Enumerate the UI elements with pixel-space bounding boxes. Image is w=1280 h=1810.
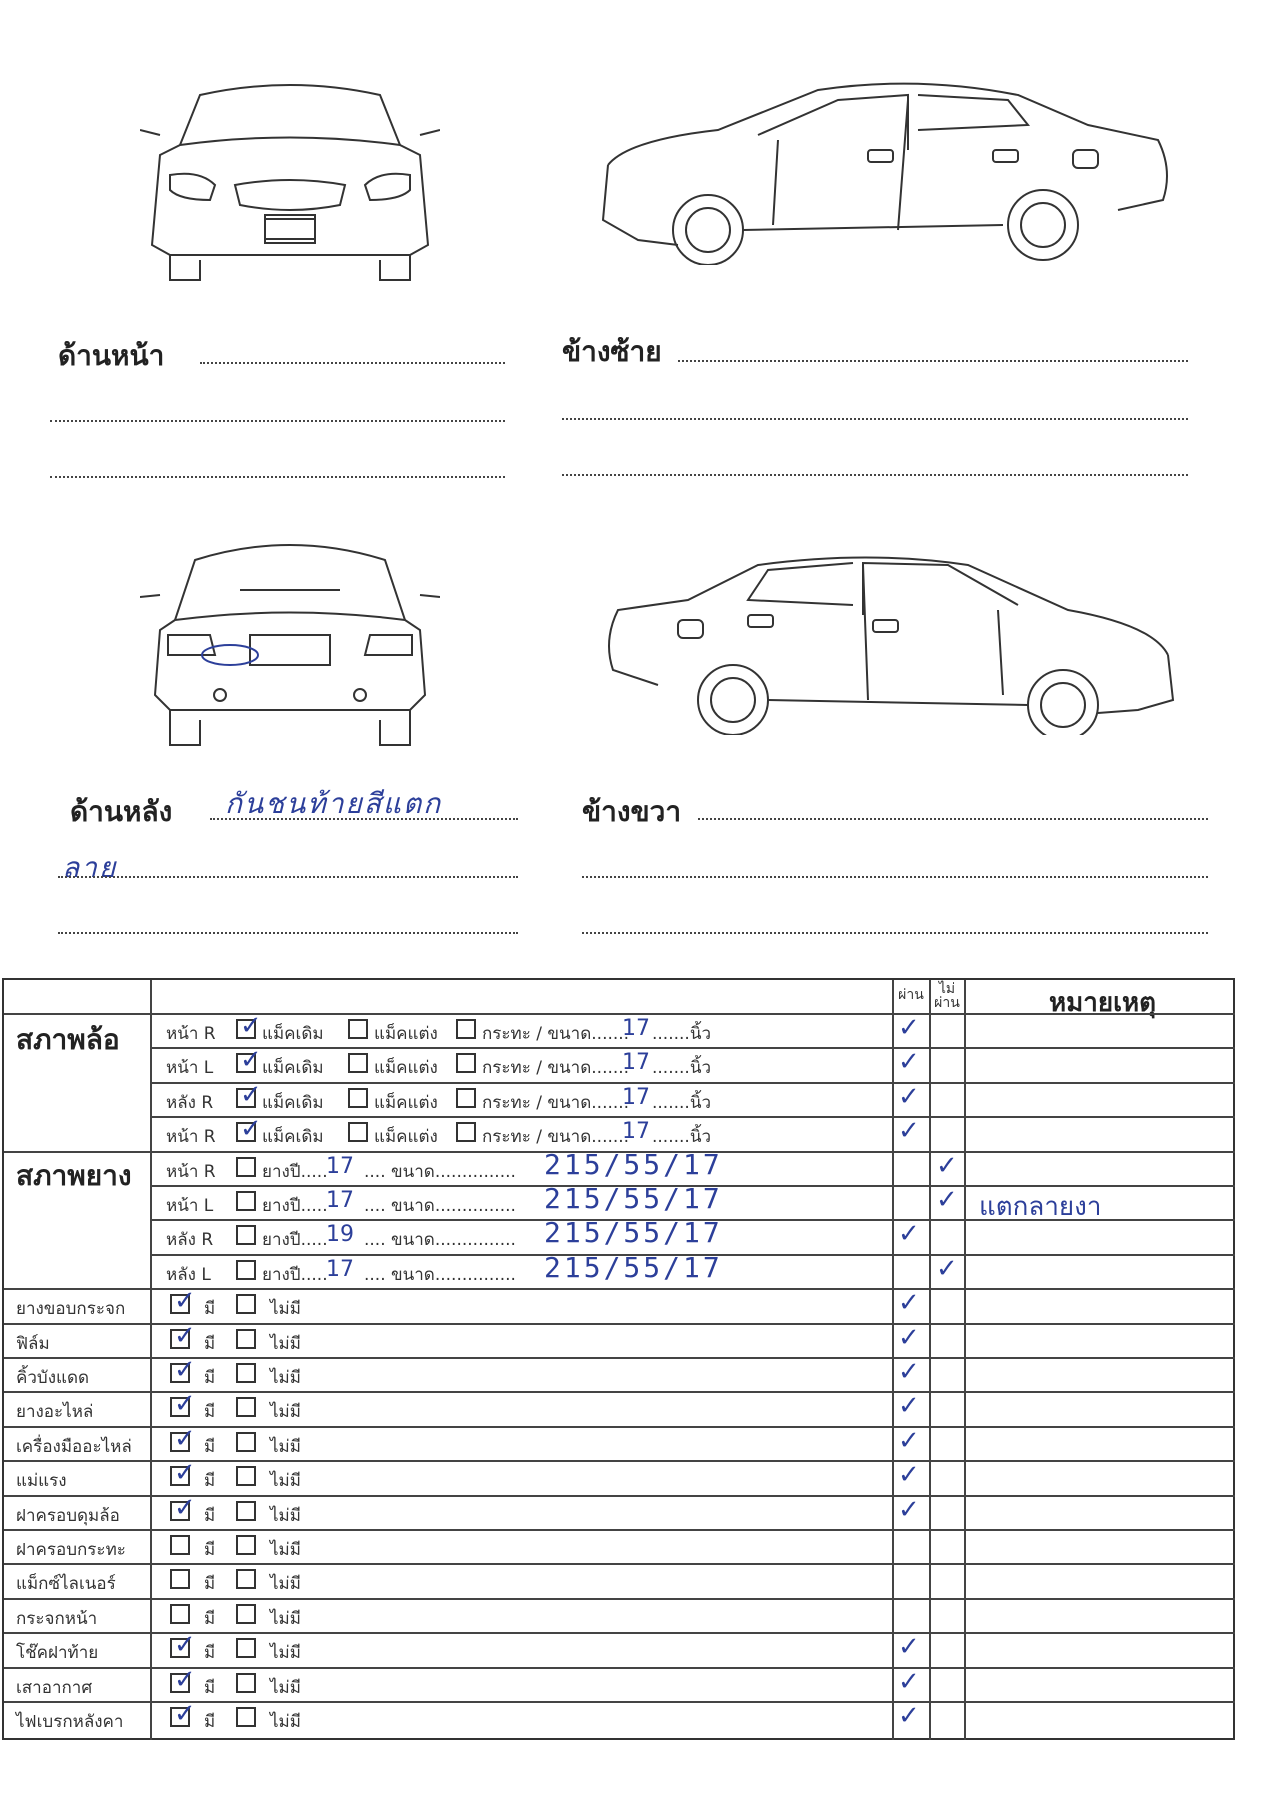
wheel-size-value: 17 bbox=[622, 1016, 650, 1041]
wheel-custom-checkbox[interactable] bbox=[348, 1088, 368, 1108]
equipment-no-checkbox[interactable] bbox=[236, 1707, 256, 1727]
equipment-yes-label: มี bbox=[204, 1574, 216, 1595]
equipment-yes-label: มี bbox=[204, 1712, 216, 1732]
tire-pass-check: ✓ bbox=[898, 1219, 920, 1250]
equipment-yes-label: มี bbox=[204, 1402, 216, 1423]
equipment-pass-check: ✓ bbox=[898, 1460, 920, 1491]
car-left-diagram bbox=[598, 80, 1178, 265]
equipment-no-label: ไม่มี bbox=[270, 1402, 301, 1423]
wheel-size-unit: .......นิ้ว bbox=[652, 1127, 711, 1148]
equipment-yes-check: ✓ bbox=[174, 1630, 196, 1661]
equipment-yes-label: มี bbox=[204, 1333, 216, 1354]
tire-size-label: .... ขนาด............... bbox=[364, 1264, 516, 1285]
equipment-yes-label: มี bbox=[204, 1299, 216, 1320]
equipment-no-label: ไม่มี bbox=[270, 1368, 301, 1388]
tire-fail-check: ✓ bbox=[936, 1185, 958, 1215]
equipment-no-label: ไม่มี bbox=[270, 1712, 301, 1732]
tire-size-value: 215/55/17 bbox=[544, 1182, 723, 1215]
table-row-divider bbox=[150, 1047, 1235, 1049]
wheel-custom-checkbox[interactable] bbox=[348, 1053, 368, 1073]
tire-position: หลัง L bbox=[166, 1264, 211, 1285]
equipment-no-checkbox[interactable] bbox=[236, 1397, 256, 1417]
wheel-hubcap-checkbox[interactable] bbox=[456, 1053, 476, 1073]
equipment-no-label: ไม่มี bbox=[270, 1643, 301, 1664]
wheel-custom-checkbox[interactable] bbox=[348, 1019, 368, 1039]
equipment-no-checkbox[interactable] bbox=[236, 1604, 256, 1624]
equipment-name: ฝาครอบกระทะ bbox=[16, 1540, 126, 1560]
equipment-no-checkbox[interactable] bbox=[236, 1535, 256, 1555]
inspection-table bbox=[2, 978, 1235, 1740]
equipment-yes-label: มี bbox=[204, 1436, 216, 1457]
equipment-no-checkbox[interactable] bbox=[236, 1569, 256, 1589]
tire-year-label: ยางปี..... bbox=[262, 1264, 328, 1285]
table-row-divider bbox=[4, 1529, 1235, 1531]
remark-header: หมายเหตุ bbox=[1049, 988, 1157, 1018]
wheel-hubcap-checkbox[interactable] bbox=[456, 1019, 476, 1039]
equipment-yes-check: ✓ bbox=[174, 1664, 196, 1695]
equipment-no-checkbox[interactable] bbox=[236, 1363, 256, 1383]
equipment-no-label: ไม่มี bbox=[270, 1574, 301, 1595]
wheel-pass-check: ✓ bbox=[898, 1081, 920, 1112]
wheel-pass-check: ✓ bbox=[898, 1013, 920, 1043]
equipment-yes-check: ✓ bbox=[174, 1458, 196, 1489]
equipment-yes-label: มี bbox=[204, 1505, 216, 1526]
equipment-no-checkbox[interactable] bbox=[236, 1638, 256, 1658]
equipment-name: กระจกหน้า bbox=[16, 1608, 98, 1629]
tire-year-value: 17 bbox=[326, 1256, 354, 1282]
wheel-original-label: แม็คเดิม bbox=[262, 1092, 324, 1113]
wheel-size-unit: .......นิ้ว bbox=[652, 1058, 711, 1079]
wheel-original-check: ✓ bbox=[240, 1011, 262, 1041]
equipment-name: ฟิล์ม bbox=[16, 1333, 50, 1354]
tire-year-value: 19 bbox=[326, 1222, 354, 1248]
wheel-pass-check: ✓ bbox=[898, 1116, 920, 1147]
equipment-pass-check: ✓ bbox=[898, 1425, 920, 1456]
wheel-custom-label: แม็คแต่ง bbox=[374, 1092, 438, 1113]
equipment-yes-check: ✓ bbox=[174, 1492, 196, 1523]
right-note-line-1[interactable] bbox=[698, 818, 1208, 820]
equipment-yes-label: มี bbox=[204, 1643, 216, 1664]
right-view-label: ข้างขวา bbox=[582, 795, 682, 828]
equipment-name: เครื่องมืออะไหล่ bbox=[16, 1436, 132, 1457]
wheel-position: หน้า R bbox=[166, 1024, 216, 1044]
tire-year-checkbox[interactable] bbox=[236, 1157, 256, 1177]
wheel-size-value: 17 bbox=[622, 1084, 650, 1110]
tire-year-checkbox[interactable] bbox=[236, 1225, 256, 1245]
equipment-yes-label: มี bbox=[204, 1677, 216, 1698]
wheel-hubcap-checkbox[interactable] bbox=[456, 1088, 476, 1108]
tire-position: หน้า L bbox=[166, 1196, 214, 1216]
equipment-name: ฝาครอบดุมล้อ bbox=[16, 1505, 120, 1526]
tire-year-label: ยางปี..... bbox=[262, 1196, 328, 1216]
tire-year-label: ยางปี..... bbox=[262, 1230, 328, 1251]
fail-header: ไม่ผ่าน bbox=[934, 981, 960, 1011]
car-rear-diagram bbox=[140, 535, 440, 750]
front-note-line-2[interactable] bbox=[50, 420, 505, 422]
equipment-yes-label: มี bbox=[204, 1471, 216, 1492]
equipment-yes-check: ✓ bbox=[174, 1699, 196, 1729]
wheel-size-unit: .......นิ้ว bbox=[652, 1024, 711, 1044]
equipment-name: ยางอะไหล่ bbox=[16, 1402, 94, 1423]
wheel-pass-check: ✓ bbox=[898, 1047, 920, 1078]
wheel-original-label: แม็คเดิม bbox=[262, 1024, 324, 1044]
car-front-diagram bbox=[140, 75, 440, 285]
wheel-hubcap-label: กระทะ / ขนาด....... bbox=[482, 1058, 630, 1079]
equipment-yes-check: ✓ bbox=[174, 1320, 196, 1351]
equipment-name: ยางขอบกระจก bbox=[16, 1299, 126, 1320]
wheel-original-check: ✓ bbox=[240, 1045, 262, 1076]
wheel-custom-label: แม็คแต่ง bbox=[374, 1127, 438, 1148]
front-view-label: ด้านหน้า bbox=[58, 339, 165, 372]
table-row-divider bbox=[150, 1082, 1235, 1084]
equipment-pass-check: ✓ bbox=[898, 1701, 920, 1731]
equipment-no-checkbox[interactable] bbox=[236, 1501, 256, 1521]
left-note-line-2[interactable] bbox=[562, 418, 1188, 420]
left-view-label: ข้างซ้าย bbox=[562, 335, 662, 368]
front-note-line-1[interactable] bbox=[200, 362, 505, 364]
equipment-no-label: ไม่มี bbox=[270, 1608, 301, 1629]
equipment-name: โช๊คฝาท้าย bbox=[16, 1643, 99, 1664]
wheel-custom-checkbox[interactable] bbox=[348, 1122, 368, 1142]
equipment-name: แม่แรง bbox=[16, 1471, 67, 1492]
wheel-hubcap-label: กระทะ / ขนาด....... bbox=[482, 1127, 630, 1148]
equipment-yes-check: ✓ bbox=[174, 1423, 196, 1454]
equipment-no-label: ไม่มี bbox=[270, 1299, 301, 1320]
wheel-original-check: ✓ bbox=[240, 1114, 262, 1145]
equipment-no-label: ไม่มี bbox=[270, 1471, 301, 1492]
wheel-section-title: สภาพล้อ bbox=[16, 1023, 120, 1056]
wheel-position: หลัง R bbox=[166, 1092, 214, 1113]
equipment-yes-checkbox[interactable] bbox=[170, 1604, 190, 1624]
wheel-custom-label: แม็คแต่ง bbox=[374, 1058, 438, 1079]
equipment-yes-label: มี bbox=[204, 1540, 216, 1560]
equipment-pass-check: ✓ bbox=[898, 1391, 920, 1422]
equipment-no-checkbox[interactable] bbox=[236, 1329, 256, 1349]
tire-fail-check: ✓ bbox=[936, 1253, 958, 1284]
equipment-pass-check: ✓ bbox=[898, 1288, 920, 1319]
tire-year-checkbox[interactable] bbox=[236, 1191, 256, 1211]
rear-view-label: ด้านหลัง bbox=[70, 795, 173, 828]
table-row-divider bbox=[4, 1598, 1235, 1600]
equipment-no-label: ไม่มี bbox=[270, 1333, 301, 1354]
wheel-original-label: แม็คเดิม bbox=[262, 1058, 324, 1079]
equipment-no-checkbox[interactable] bbox=[236, 1466, 256, 1486]
table-row-divider bbox=[4, 1563, 1235, 1565]
tire-size-label: .... ขนาด............... bbox=[364, 1196, 516, 1216]
tire-position: หน้า R bbox=[166, 1161, 216, 1182]
tire-year-label: ยางปี..... bbox=[262, 1161, 328, 1182]
wheel-position: หน้า R bbox=[166, 1127, 216, 1148]
tire-size-value: 215/55/17 bbox=[544, 1147, 723, 1181]
equipment-no-checkbox[interactable] bbox=[236, 1432, 256, 1452]
equipment-yes-check: ✓ bbox=[174, 1286, 196, 1317]
equipment-yes-checkbox[interactable] bbox=[170, 1569, 190, 1589]
equipment-yes-check: ✓ bbox=[174, 1355, 196, 1385]
equipment-name: แม็กซ์ไลเนอร์ bbox=[16, 1574, 116, 1595]
equipment-yes-label: มี bbox=[204, 1368, 216, 1388]
pass-header: ผ่าน bbox=[898, 987, 924, 1003]
tire-size-value: 215/55/17 bbox=[544, 1250, 723, 1284]
equipment-no-label: ไม่มี bbox=[270, 1540, 301, 1560]
equipment-yes-check: ✓ bbox=[174, 1389, 196, 1420]
wheel-position: หน้า L bbox=[166, 1058, 214, 1079]
equipment-name: คิ้วบังแดด bbox=[16, 1368, 90, 1388]
tire-size-label: .... ขนาด............... bbox=[364, 1230, 516, 1251]
wheel-original-label: แม็คเดิม bbox=[262, 1127, 324, 1148]
left-note-line-1[interactable] bbox=[678, 360, 1188, 362]
equipment-pass-check: ✓ bbox=[898, 1322, 920, 1353]
rear-note-line-2: ลาย bbox=[62, 851, 118, 884]
equipment-yes-label: มี bbox=[204, 1608, 216, 1629]
tire-position: หลัง R bbox=[166, 1230, 214, 1251]
equipment-no-label: ไม่มี bbox=[270, 1677, 301, 1698]
tire-year-value: 17 bbox=[326, 1153, 354, 1179]
equipment-no-checkbox[interactable] bbox=[236, 1294, 256, 1314]
equipment-yes-checkbox[interactable] bbox=[170, 1535, 190, 1555]
left-note-line-3[interactable] bbox=[562, 474, 1188, 476]
tire-size-value: 215/55/17 bbox=[544, 1216, 723, 1250]
tire-remark: แตกลายงา bbox=[979, 1192, 1102, 1222]
equipment-pass-check: ✓ bbox=[898, 1494, 920, 1525]
equipment-no-label: ไม่มี bbox=[270, 1436, 301, 1457]
tire-section-title: สภาพยาง bbox=[16, 1159, 132, 1192]
equipment-pass-check: ✓ bbox=[898, 1632, 920, 1663]
equipment-pass-check: ✓ bbox=[898, 1666, 920, 1697]
wheel-custom-label: แม็คแต่ง bbox=[374, 1024, 438, 1044]
rear-note-dots-2[interactable] bbox=[58, 876, 518, 878]
rear-note-dots-3[interactable] bbox=[58, 932, 518, 934]
wheel-size-unit: .......นิ้ว bbox=[652, 1092, 711, 1113]
car-right-diagram bbox=[598, 545, 1178, 735]
wheel-hubcap-label: กระทะ / ขนาด....... bbox=[482, 1092, 630, 1113]
tire-size-label: .... ขนาด............... bbox=[364, 1161, 516, 1182]
wheel-original-check: ✓ bbox=[240, 1079, 262, 1110]
equipment-name: ไฟเบรกหลังคา bbox=[16, 1712, 124, 1732]
rear-note-line-1: กันชนท้ายสีแตก bbox=[225, 787, 443, 820]
wheel-size-value: 17 bbox=[622, 1119, 650, 1145]
equipment-pass-check: ✓ bbox=[898, 1357, 920, 1387]
equipment-no-label: ไม่มี bbox=[270, 1505, 301, 1526]
front-note-line-3[interactable] bbox=[50, 476, 505, 478]
wheel-hubcap-label: กระทะ / ขนาด....... bbox=[482, 1024, 630, 1044]
table-row-divider bbox=[150, 1116, 1235, 1118]
equipment-name: เสาอากาศ bbox=[16, 1677, 93, 1698]
rear-note-dots-1[interactable] bbox=[210, 818, 518, 820]
wheel-hubcap-checkbox[interactable] bbox=[456, 1122, 476, 1142]
equipment-no-checkbox[interactable] bbox=[236, 1673, 256, 1693]
tire-fail-check: ✓ bbox=[936, 1150, 958, 1181]
right-note-line-2[interactable] bbox=[582, 876, 1208, 878]
right-note-line-3[interactable] bbox=[582, 932, 1208, 934]
tire-year-checkbox[interactable] bbox=[236, 1260, 256, 1280]
tire-year-value: 17 bbox=[326, 1188, 354, 1213]
wheel-size-value: 17 bbox=[622, 1050, 650, 1076]
